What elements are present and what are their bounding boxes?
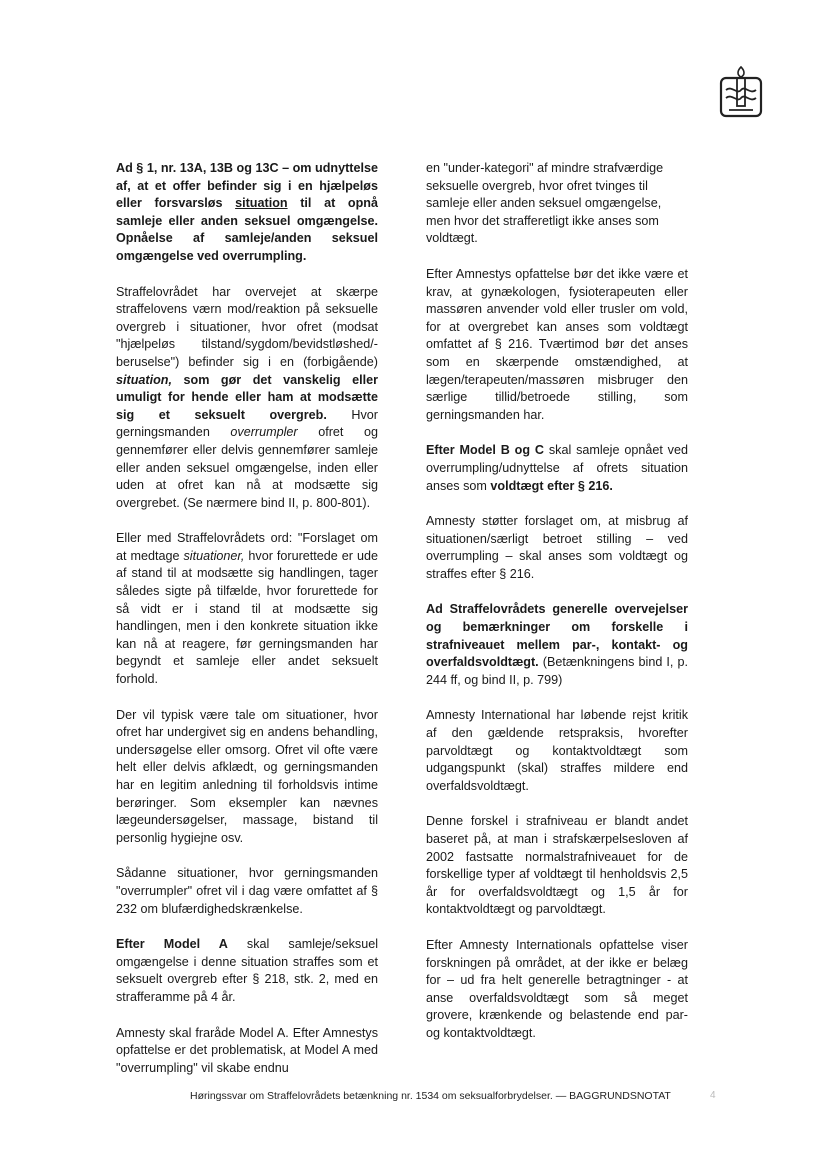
bold-text: som gør det vanskelig eller umuligt for hende eller ham at modsætte sig et seksuelt overgreb.	[116, 372, 378, 422]
bold-text: voldtægt efter § 216.	[490, 478, 613, 493]
paragraph-text: Eller med Straffelovrådets ord: "Forslaget om at medtage	[116, 531, 378, 563]
paragraph-text: skal samleje opnået ved overrumpling/udnyttelse af ofrets situation anses som	[426, 443, 688, 493]
amnesty-candle-logo-icon	[716, 64, 766, 120]
paragraph: Der vil typisk være tale om situationer, hvor ofret har undergivet sig en andens behandling, undersøgelse eller omsorg. Ofret vil ofte være helt eller delvis afklædt, og gerningsmanden har en legitim anledning til forholdsvis intime berøringer. Som eksempler kan nævnes lægeundersøgelser, massage, bistand til personlig hygiejne osv.	[116, 707, 378, 845]
paragraph	[116, 936, 378, 1006]
right-column	[426, 160, 688, 1061]
paragraph: Amnesty International har løbende rejst kritik af den gældende retspraksis, hvorefter parvoldtægt og kontaktvoldtægt som udgangspunkt (skal) straffes mildere end overfaldsvoldtægt.	[426, 708, 688, 793]
paragraph-text: (Betænkningens bind I, p. 244 ff, og bind II, p. 799)	[426, 655, 688, 687]
paragraph: en "under-kategori" af mindre strafværdige seksuelle overgreb, hvor ofret tvinges til samleje eller anden seksuel omgængelse, men hvor det strafferetligt ikke anses som voldtægt.	[426, 161, 664, 246]
italic-text: overrumpler	[230, 425, 298, 440]
paragraph: Efter Amnesty Internationals opfattelse viser forskningen på området, at der ikke er belæg for – ud fra helt generelle betragtninger - at anse overfaldsvoldtægt som så meget grovere, krænkende og belastende end par- og kontaktvoldtægt.	[426, 937, 688, 1040]
paragraph-text: Straffelovrådet har overvejet at skærpe straffelovens værn mod/reaktion på seksuelle overgreb i situationer, hvor ofret (modsat "hjælpeløs tilstand/sygdom/bevidstløshed/-beruselse") befinder sig i en (forbigående)	[116, 284, 378, 369]
left-column	[116, 160, 378, 1095]
paragraph: Amnesty skal fraråde Model A. Efter Amnestys opfattelse er det problematisk, at Model A med "overrumpling" vil skabe endnu	[116, 1025, 378, 1075]
bold-text: Efter Model B og C	[426, 443, 545, 458]
paragraph: Efter Amnestys opfattelse bør det ikke være et krav, at gynækologen, fysioterapeuten eller massøren anvender vold eller trusler om vold, for at overgrebet kan anses som voldtægt omfattet af § 216. Tværtimod bør det anses som en skærpende omstændighed, at lægen/terapeuten/massøren misbruger den særlige tillid/betroede stilling, som gerningsmanden har.	[426, 266, 688, 422]
paragraph	[116, 530, 378, 688]
paragraph: Denne forskel i strafniveau er blandt andet baseret på, at man i strafskærpelsesloven af 2002 fastsatte normalstrafniveauet for de forskellige typer af voldtægt til henholdsvis 2,5 år for overfaldsvoldtægt og 1,5 år for kontaktvoldtægt og parvoldtægt.	[426, 814, 688, 917]
section-heading	[116, 160, 378, 266]
section-heading: Ad Straffelovrådets generelle overvejelser og bemærkninger om forskelle i strafniveauet mellem par-, kontakt- og overfaldsvoldtægt.	[426, 602, 688, 670]
emphasis-text: situation,	[116, 372, 172, 387]
page-number: 4	[710, 1090, 716, 1101]
paragraph	[426, 601, 688, 689]
heading-underlined-word: situation	[235, 196, 288, 211]
paragraph-text: hvor forurettede er ude af stand til at modsætte sig handlingen, tager således sigte på tilfælde, hvor forurettede for så vidt er i stand til at modsætte sig handlingen, men i den konkrete situation ikke kan nå at reagere, før gerningsmanden har begyndt et samleje eller andet seksuelt forhold.	[116, 548, 378, 687]
paragraph	[426, 442, 688, 495]
paragraph-text: Hvor gerningsmanden	[116, 407, 378, 440]
heading-text-end: til at opnå samleje eller anden seksuel omgængelse. Opnåelse af samleje/anden seksuel omgængelse ved overrumpling.	[116, 196, 379, 263]
page-footer: Høringssvar om Straffelovrådets betænkning nr. 1534 om seksualforbrydelser. — BAGGRUNDSNOTAT	[190, 1090, 671, 1102]
heading-text: Ad § 1, nr. 13A, 13B og 13C – om udnyttelse af, at et offer befinder sig i en hjælpeløs eller forsvarsløs	[116, 161, 378, 211]
bold-text: Efter Model A	[116, 937, 228, 952]
italic-text: situationer,	[183, 548, 245, 563]
paragraph	[116, 284, 378, 513]
paragraph-text: skal samleje/seksuel omgængelse i denne situation straffes som et seksuelt overgreb efter § 218, stk. 2, med en strafferamme på 4 år.	[116, 937, 378, 1004]
paragraph: Sådanne situationer, hvor gerningsmanden "overrumpler" ofret vil i dag være omfattet af § 232 om blufærdighedskrænkelse.	[116, 866, 378, 916]
paragraph: Amnesty støtter forslaget om, at misbrug af situationen/særligt betroet stilling – ved overrumpling – skal anses som voldtægt og straffes efter § 216.	[426, 514, 688, 581]
paragraph-text: ofret og gennemfører eller delvis gennemfører samleje eller anden seksuel omgængelse, inden eller uden at ofret kan nå at modsætte sig overgrebet. (Se nærmere bind II, p. 800-801).	[116, 425, 378, 510]
